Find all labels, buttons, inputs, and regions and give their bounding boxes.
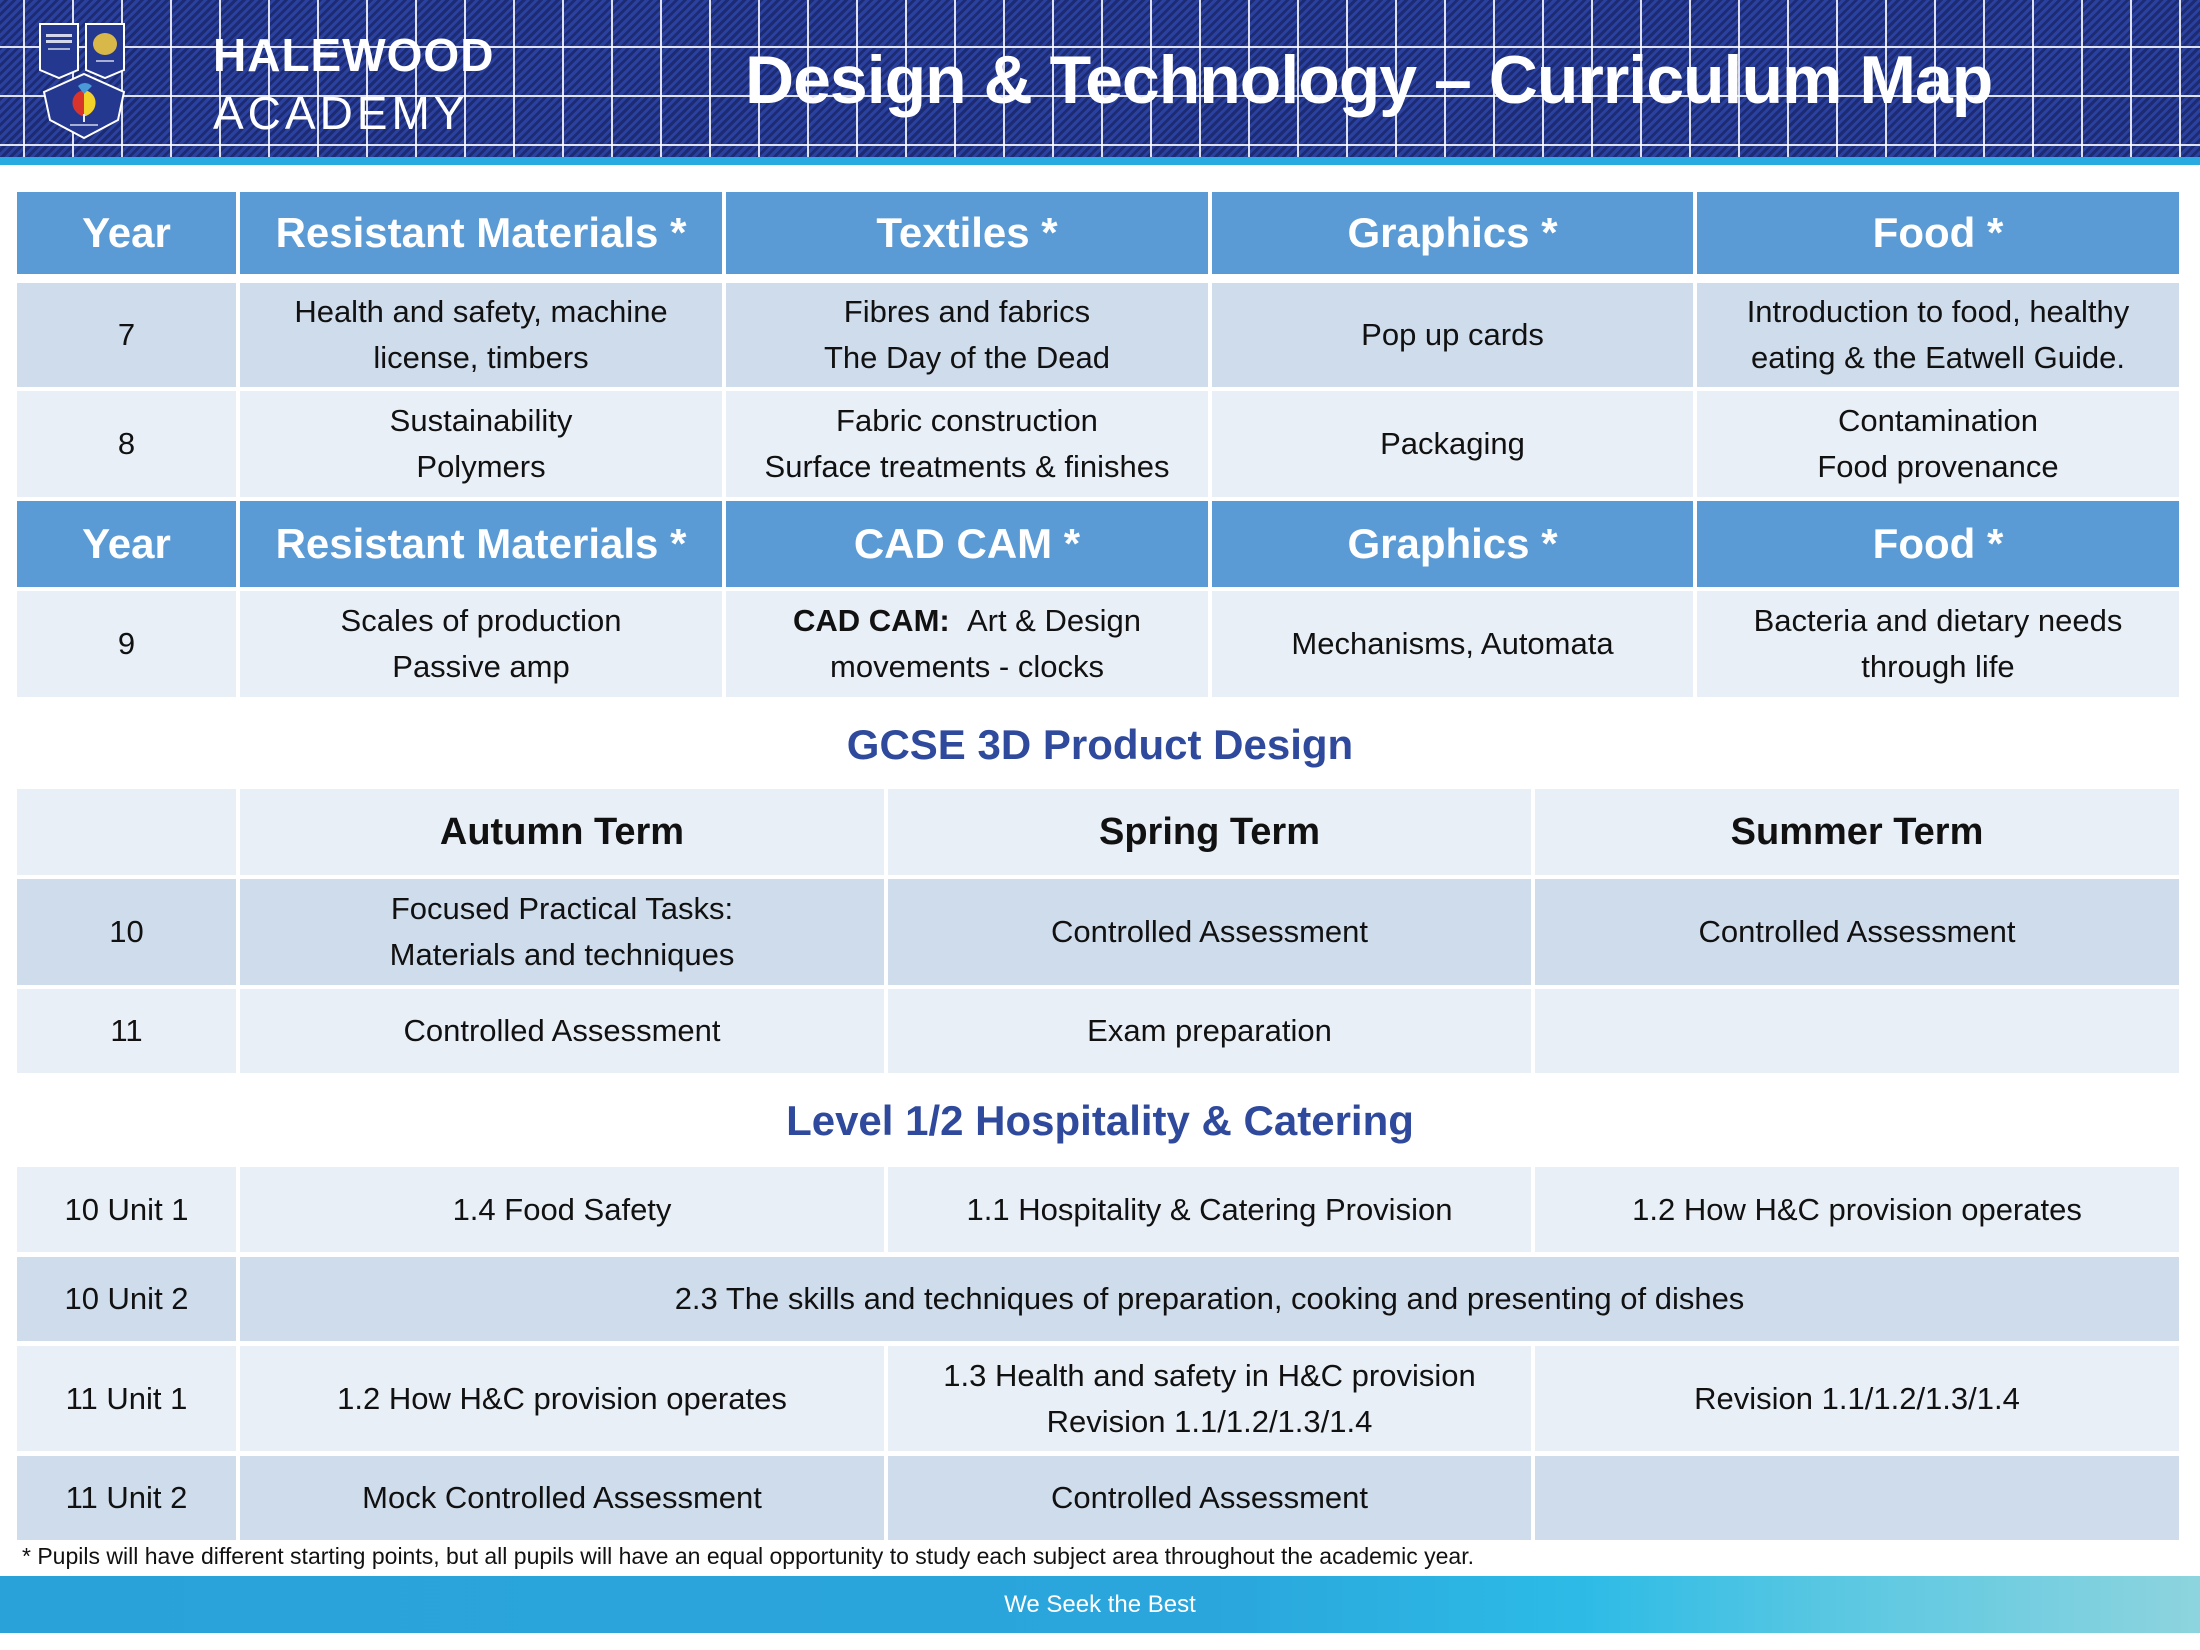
table-row-year-cell: 11 [17, 989, 236, 1073]
table-row-unit-label: 11 Unit 2 [17, 1456, 236, 1540]
cell-line: Contamination [1838, 403, 2038, 438]
column-header-autumn-term: Autumn Term [240, 789, 884, 875]
table-cell-summer [1535, 1456, 2179, 1540]
column-header-resistant-materials: Resistant Materials * [240, 192, 722, 274]
cell-line: Revision 1.1/1.2/1.3/1.4 [1046, 1403, 1373, 1439]
table-cell-resistant-materials [240, 391, 722, 497]
table-cell-graphics: Packaging [1212, 391, 1693, 497]
column-header-graphics: Graphics * [1212, 192, 1693, 274]
column-header-graphics: Graphics * [1212, 501, 1693, 587]
column-header-food: Food * [1697, 192, 2179, 274]
cell-line: movements - clocks [830, 649, 1104, 684]
column-header-resistant-materials: Resistant Materials * [240, 501, 722, 587]
cell-line: Bacteria and dietary needs [1753, 603, 2123, 638]
cell-line: Fibres and fabrics [843, 294, 1091, 329]
gcse-section-title: GCSE 3D Product Design [846, 721, 1354, 768]
cad-cam-label: CAD CAM: [793, 603, 950, 638]
column-header-summer-term: Summer Term [1535, 789, 2179, 875]
table-cell-spring: Exam preparation [888, 989, 1531, 1073]
cell-line: The Day of the Dead [823, 340, 1111, 375]
footer-banner [0, 1576, 2200, 1633]
table-cell-spring: Controlled Assessment [888, 879, 1531, 985]
table-cell-cad-cam [726, 591, 1208, 697]
cell-line: Sustainability [389, 403, 573, 438]
table-cell-spring [888, 1346, 1531, 1451]
table-cell-summer: 1.2 How H&C provision operates [1535, 1167, 2179, 1252]
table-cell-food [1697, 591, 2179, 697]
table-row-year-cell: 8 [17, 391, 236, 497]
column-header-year: Year [17, 192, 236, 274]
cell-line: Fabric construction [836, 403, 1098, 438]
cell-line: Health and safety, machine [294, 294, 668, 329]
table-cell-resistant-materials [240, 591, 722, 697]
column-header-cad-cam: CAD CAM * [726, 501, 1208, 587]
table-cell-food [1697, 391, 2179, 497]
table-cell-spring: 1.1 Hospitality & Catering Provision [888, 1167, 1531, 1252]
cell-line: Passive amp [392, 649, 570, 684]
cell-line: Introduction to food, healthy [1746, 294, 2130, 329]
table-cell-autumn [240, 879, 884, 985]
table-cell-textiles [726, 391, 1208, 497]
table-cell-textiles [726, 283, 1208, 387]
footnote: * Pupils will have different starting points, but all pupils will have an equal opportunity to study each subject area throughout the academic year. [22, 1543, 1474, 1569]
header-accent-strip [0, 157, 2200, 165]
table-cell-graphics: Mechanisms, Automata [1212, 591, 1693, 697]
school-crest-icon [38, 20, 130, 142]
hospitality-section-title: Level 1/2 Hospitality & Catering [786, 1097, 1414, 1144]
table-cell-autumn: 1.4 Food Safety [240, 1167, 884, 1252]
table-cell-span-all-terms: 2.3 The skills and techniques of preparation, cooking and presenting of dishes [240, 1257, 2179, 1341]
table-row-year-cell: 9 [17, 591, 236, 697]
footer-motto: We Seek the Best [1004, 1590, 1196, 1618]
column-header-spring-term: Spring Term [888, 789, 1531, 875]
table-cell-summer [1535, 989, 2179, 1073]
cell-line: Materials and techniques [389, 937, 735, 972]
page-title: Design & Technology – Curriculum Map [745, 42, 1993, 118]
cell-line [793, 598, 1141, 644]
table-row-year-cell: 10 [17, 879, 236, 985]
table-cell-autumn: 1.2 How H&C provision operates [240, 1346, 884, 1451]
table-cell-autumn: Mock Controlled Assessment [240, 1456, 884, 1540]
table-row-unit-label: 11 Unit 1 [17, 1346, 236, 1451]
table-cell-food [1697, 283, 2179, 387]
school-name-line1: HALEWOOD [213, 29, 495, 81]
cell-line: license, timbers [373, 340, 589, 375]
table-row-unit-label: 10 Unit 2 [17, 1257, 236, 1341]
table-cell-graphics: Pop up cards [1212, 283, 1693, 387]
table-row-year-cell: 7 [17, 283, 236, 387]
table-cell-summer: Controlled Assessment [1535, 879, 2179, 985]
cell-line: Polymers [416, 449, 546, 484]
cell-line: Focused Practical Tasks: [390, 891, 734, 926]
cell-line: Scales of production [340, 603, 622, 638]
cad-cam-text: Art & Design [966, 603, 1141, 638]
table-cell-summer: Revision 1.1/1.2/1.3/1.4 [1535, 1346, 2179, 1451]
column-header-textiles: Textiles * [726, 192, 1208, 274]
column-header-empty [17, 789, 236, 875]
table-cell-spring: Controlled Assessment [888, 1456, 1531, 1540]
school-name-line2: ACADEMY [213, 87, 469, 139]
table-row-unit-label: 10 Unit 1 [17, 1167, 236, 1252]
cell-line: Surface treatments & finishes [764, 449, 1170, 484]
table-cell-autumn: Controlled Assessment [240, 989, 884, 1073]
cell-line: 1.3 Health and safety in H&C provision [943, 1357, 1476, 1393]
cell-line: eating & the Eatwell Guide. [1751, 340, 2125, 375]
column-header-year: Year [17, 501, 236, 587]
table-cell-resistant-materials [240, 283, 722, 387]
cell-line: Food provenance [1817, 449, 2059, 484]
cell-line: through life [1861, 649, 2015, 684]
column-header-food: Food * [1697, 501, 2179, 587]
